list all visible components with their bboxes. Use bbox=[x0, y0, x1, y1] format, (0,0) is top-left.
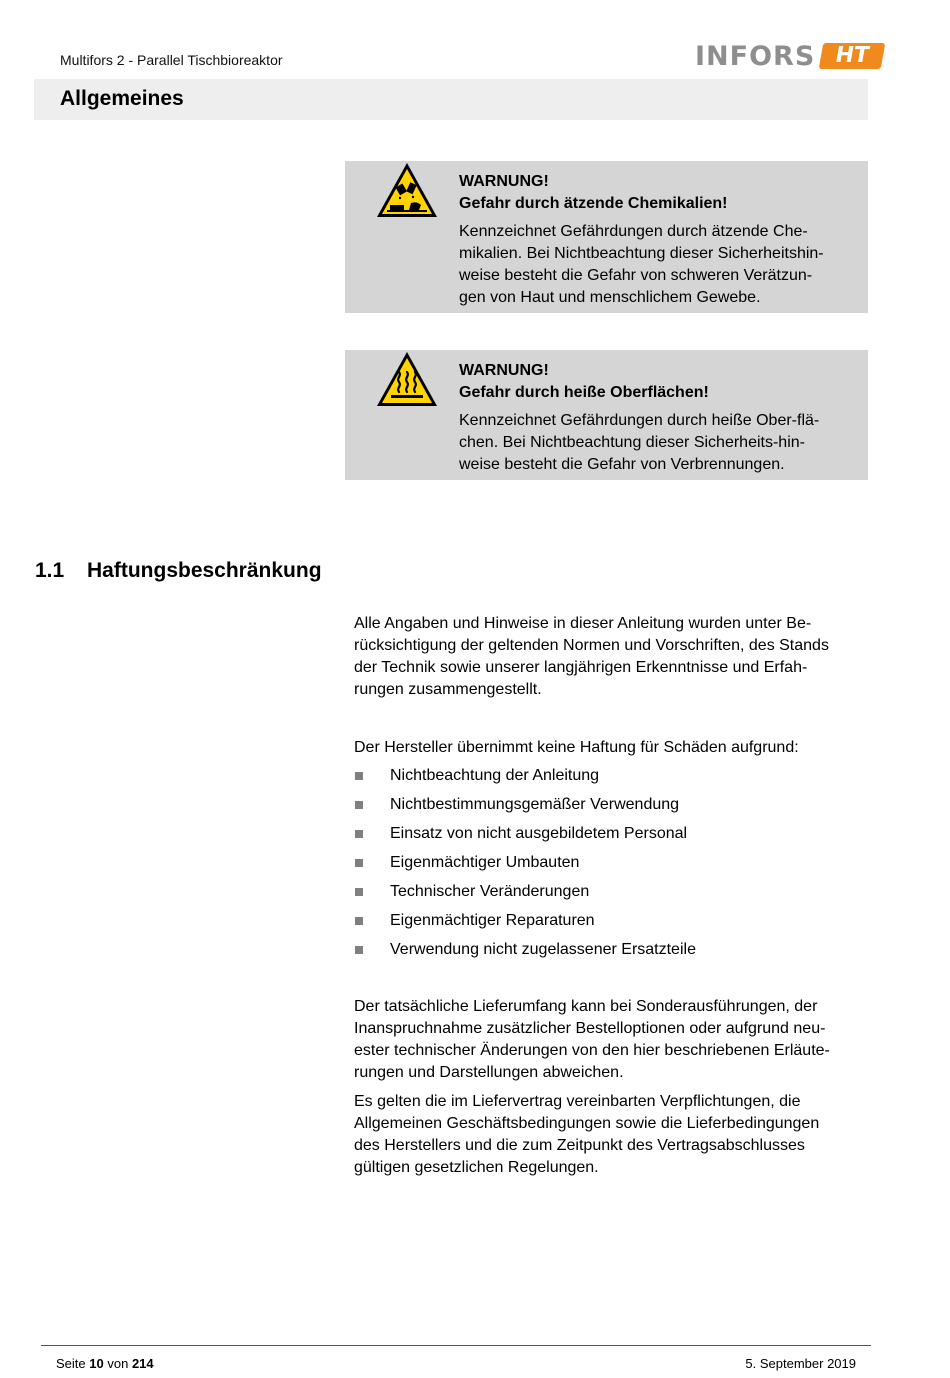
list-item-text: Technischer Veränderungen bbox=[390, 883, 590, 900]
text-line: rücksichtigung der geltenden Normen und Vorschriften, des Stands bbox=[354, 637, 829, 654]
warning-box-corrosive bbox=[345, 161, 868, 313]
warning-line: chen. Bei Nichtbeachtung dieser Sicherheits-hin- bbox=[459, 434, 805, 451]
list-item-text: Eigenmächtiger Umbauten bbox=[390, 854, 580, 871]
warning-heading: Gefahr durch ätzende Chemikalien! bbox=[459, 195, 728, 212]
text-line: Alle Angaben und Hinweise in dieser Anleitung wurden unter Be- bbox=[354, 615, 812, 632]
text-line: der Technik sowie unserer langjährigen Erkenntnisse und Erfah- bbox=[354, 659, 808, 676]
warning-line: gen von Haut und menschlichem Gewebe. bbox=[459, 289, 761, 306]
liability-list bbox=[354, 765, 870, 968]
logo-badge bbox=[819, 43, 886, 69]
text-line: gültigen gesetzlichen Regelungen. bbox=[354, 1159, 599, 1176]
paragraph-delivery-scope bbox=[354, 996, 870, 1084]
footer-divider bbox=[41, 1345, 871, 1346]
warning-line: Kennzeichnet Gefährdungen durch ätzende Che- bbox=[459, 223, 808, 240]
warning-label: WARNUNG! bbox=[459, 362, 549, 379]
list-item-text: Nichtbestimmungsgemäßer Verwendung bbox=[390, 796, 680, 813]
text-line: des Herstellers und die zum Zeitpunkt des Vertragsabschlusses bbox=[354, 1137, 805, 1154]
list-item bbox=[354, 881, 870, 910]
text-line: ester technischer Änderungen von den hier beschriebenen Erläute- bbox=[354, 1042, 830, 1059]
paragraph-terms bbox=[354, 1091, 870, 1179]
text-line: rungen zusammengestellt. bbox=[354, 681, 542, 698]
warning-line: mikalien. Bei Nichtbeachtung dieser Sicherheitshin- bbox=[459, 245, 824, 262]
paragraph-liability-intro: Der Hersteller übernimmt keine Haftung für Schäden aufgrund: bbox=[354, 739, 799, 756]
bullet-square-icon bbox=[355, 888, 363, 896]
bullet-square-icon bbox=[355, 946, 363, 954]
page-total: 214 bbox=[131, 1356, 154, 1371]
doc-title: Multifors 2 - Parallel Tischbioreaktor bbox=[60, 52, 283, 68]
page-prefix: Seite bbox=[56, 1356, 86, 1371]
chapter-title: Allgemeines bbox=[60, 87, 184, 110]
logo-text: INFORS bbox=[695, 40, 816, 72]
warning-heading: Gefahr durch heiße Oberflächen! bbox=[459, 384, 709, 401]
warning-line: weise besteht die Gefahr von schweren Verätzun- bbox=[459, 267, 813, 284]
list-item bbox=[354, 939, 870, 968]
warning-line: Kennzeichnet Gefährdungen durch heiße Ober-flä- bbox=[459, 412, 820, 429]
list-item bbox=[354, 823, 870, 852]
warning-box-hot-surface bbox=[345, 350, 868, 480]
logo-badge-text: HT bbox=[833, 43, 872, 68]
bullet-square-icon bbox=[355, 859, 363, 867]
list-item-text: Einsatz von nicht ausgebildetem Personal bbox=[390, 825, 688, 842]
hot-surface-hazard-icon bbox=[375, 350, 439, 408]
list-item-text: Verwendung nicht zugelassener Ersatzteile bbox=[390, 941, 696, 958]
bullet-square-icon bbox=[355, 772, 363, 780]
section-number: 1.1 bbox=[35, 559, 65, 582]
bullet-square-icon bbox=[355, 801, 363, 809]
bullet-square-icon bbox=[355, 917, 363, 925]
page-current: 10 bbox=[89, 1356, 104, 1371]
infors-ht-logo bbox=[695, 40, 883, 72]
corrosive-hazard-icon bbox=[375, 161, 439, 219]
footer-date: 5. September 2019 bbox=[745, 1356, 856, 1371]
list-item-text: Eigenmächtiger Reparaturen bbox=[390, 912, 595, 929]
list-item bbox=[354, 765, 870, 794]
paragraph-intro bbox=[354, 613, 870, 701]
text-line: Allgemeinen Geschäftsbedingungen sowie die Lieferbedingungen bbox=[354, 1115, 820, 1132]
warning-label: WARNUNG! bbox=[459, 173, 549, 190]
list-item bbox=[354, 910, 870, 939]
list-item-text: Nichtbeachtung der Anleitung bbox=[390, 767, 600, 784]
section-heading bbox=[35, 559, 322, 583]
list-item bbox=[354, 794, 870, 823]
page-number bbox=[56, 1356, 154, 1371]
text-line: Es gelten die im Liefervertrag vereinbarten Verpflichtungen, die bbox=[354, 1093, 801, 1110]
text-line: Inanspruchnahme zusätzlicher Bestelloptionen oder aufgrund neu- bbox=[354, 1020, 826, 1037]
text-line: rungen und Darstellungen abweichen. bbox=[354, 1064, 624, 1081]
warning-line: weise besteht die Gefahr von Verbrennungen. bbox=[459, 456, 785, 473]
section-title: Haftungsbeschränkung bbox=[87, 559, 322, 582]
text-line: Der tatsächliche Lieferumfang kann bei Sonderausführungen, der bbox=[354, 998, 818, 1015]
bullet-square-icon bbox=[355, 830, 363, 838]
chapter-header bbox=[34, 79, 868, 120]
list-item bbox=[354, 852, 870, 881]
page-sep: von bbox=[107, 1356, 129, 1371]
